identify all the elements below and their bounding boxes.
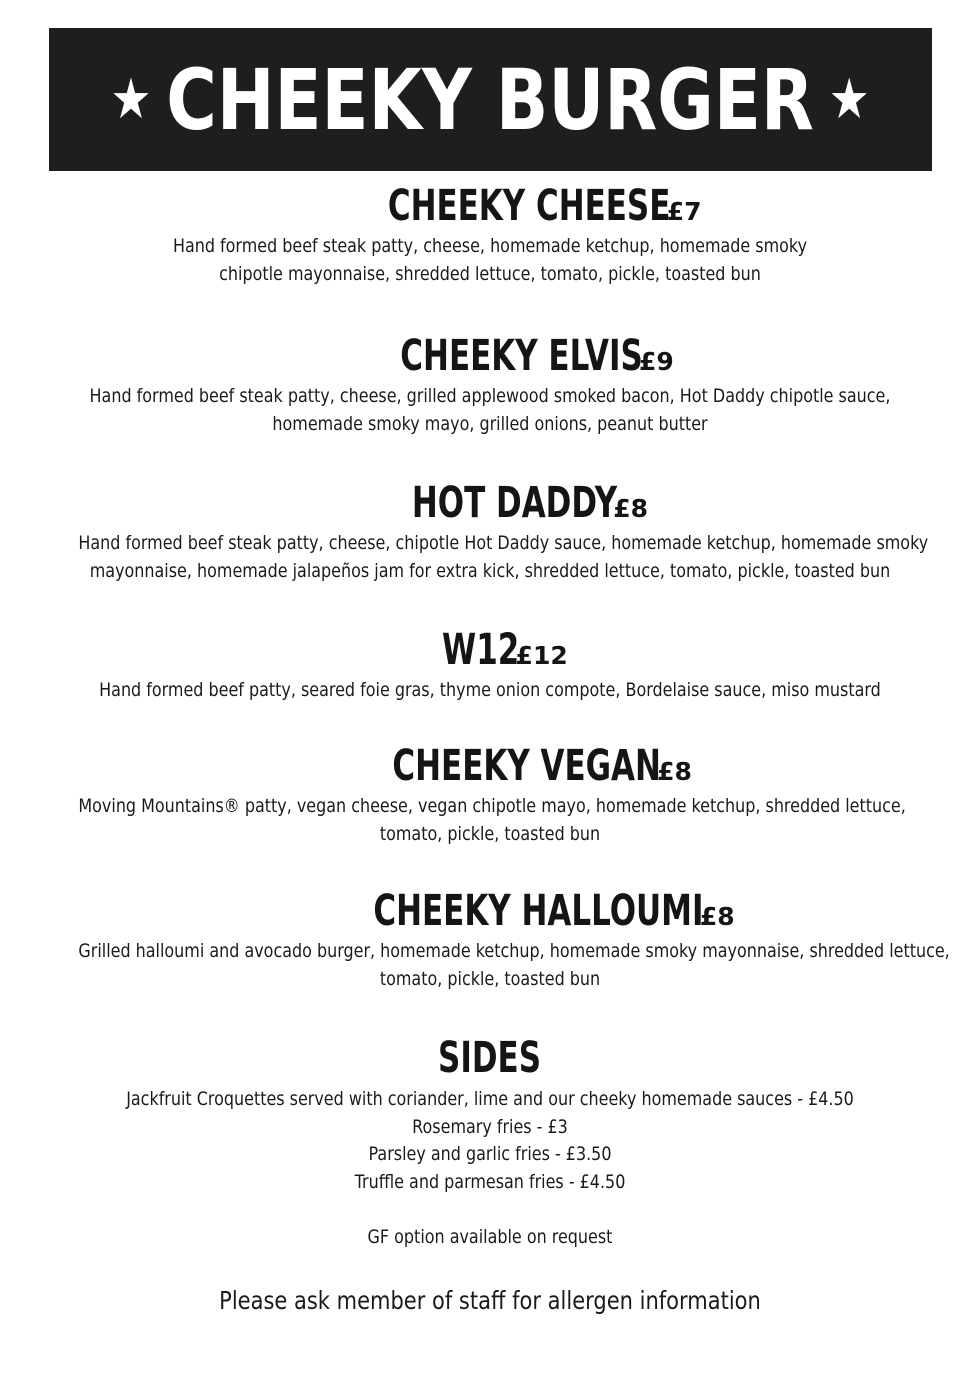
menu-item-name: CHEEKY CHEESE: [388, 181, 671, 231]
allergen-note: Please ask member of staff for allergen information: [219, 1286, 761, 1315]
menu-item-description: mayonnaise, homemade jalapeños jam for extra kick, shredded lettuce, tomato, pickle, toasted bun: [89, 560, 891, 582]
restaurant-name: CHEEKY BURGER: [166, 50, 815, 149]
side-item: Truffle and parmesan fries - £4.50: [354, 1170, 626, 1193]
side-item: Rosemary fries - £3: [412, 1115, 568, 1138]
sides-section: [0, 1032, 980, 1196]
star-icon: ★: [110, 66, 152, 132]
menu-item-name: CHEEKY ELVIS: [400, 331, 644, 381]
menu-item-name: HOT DADDY: [411, 478, 618, 528]
menu-item-name: CHEEKY VEGAN: [392, 741, 662, 791]
menu-item: [0, 330, 980, 438]
restaurant-logo: [111, 51, 870, 149]
side-item: Parsley and garlic fries - £3.50: [368, 1143, 612, 1165]
menu-item: [0, 885, 980, 993]
menu-item-description: Moving Mountains® patty, vegan cheese, vegan chipotle mayo, homemade ketchup, shredded lettuce,: [78, 795, 906, 817]
menu-item-price: £7: [666, 197, 702, 226]
sides-heading: SIDES: [438, 1033, 542, 1083]
menu-item-description: Hand formed beef steak patty, cheese, grilled applewood smoked bacon, Hot Daddy chipotle sauce,: [89, 385, 891, 407]
menu-item-description: homemade smoky mayo, grilled onions, peanut butter: [272, 413, 708, 435]
menu-item: [0, 740, 980, 848]
menu-item-price: £8: [699, 902, 735, 931]
menu-item-description: Hand formed beef steak patty, cheese, chipotle Hot Daddy sauce, homemade ketchup, homemade smoky: [78, 532, 929, 554]
menu-item-description: Hand formed beef steak patty, cheese, homemade ketchup, homemade smoky: [172, 235, 808, 257]
menu-item-description: Grilled halloumi and avocado burger, homemade ketchup, homemade smoky mayonnaise, shredded lettuce,: [78, 940, 950, 962]
side-item: Jackfruit Croquettes served with coriander, lime and our cheeky homemade sauces - £4.50: [126, 1088, 854, 1110]
menu-item-price: £12: [515, 641, 568, 670]
menu-item-price: £9: [639, 347, 674, 376]
menu-item: [0, 180, 980, 288]
menu-item: [0, 477, 980, 585]
menu-item-price: £8: [613, 494, 648, 523]
menu-item: [0, 624, 980, 704]
menu-item-name: CHEEKY HALLOUMI: [373, 886, 704, 936]
gluten-free-note: GF option available on request: [367, 1226, 613, 1248]
star-icon: ★: [829, 66, 871, 132]
menu-item-description: tomato, pickle, toasted bun: [379, 823, 601, 845]
header-banner: [49, 28, 932, 171]
menu-item-description: Hand formed beef patty, seared foie gras, thyme onion compote, Bordelaise sauce, miso mustard: [99, 679, 881, 701]
menu-item-price: £8: [657, 757, 692, 786]
menu-item-description: chipotle mayonnaise, shredded lettuce, tomato, pickle, toasted bun: [219, 263, 761, 285]
menu-item-description: tomato, pickle, toasted bun: [379, 968, 601, 990]
menu-item-name: W12: [442, 625, 520, 675]
